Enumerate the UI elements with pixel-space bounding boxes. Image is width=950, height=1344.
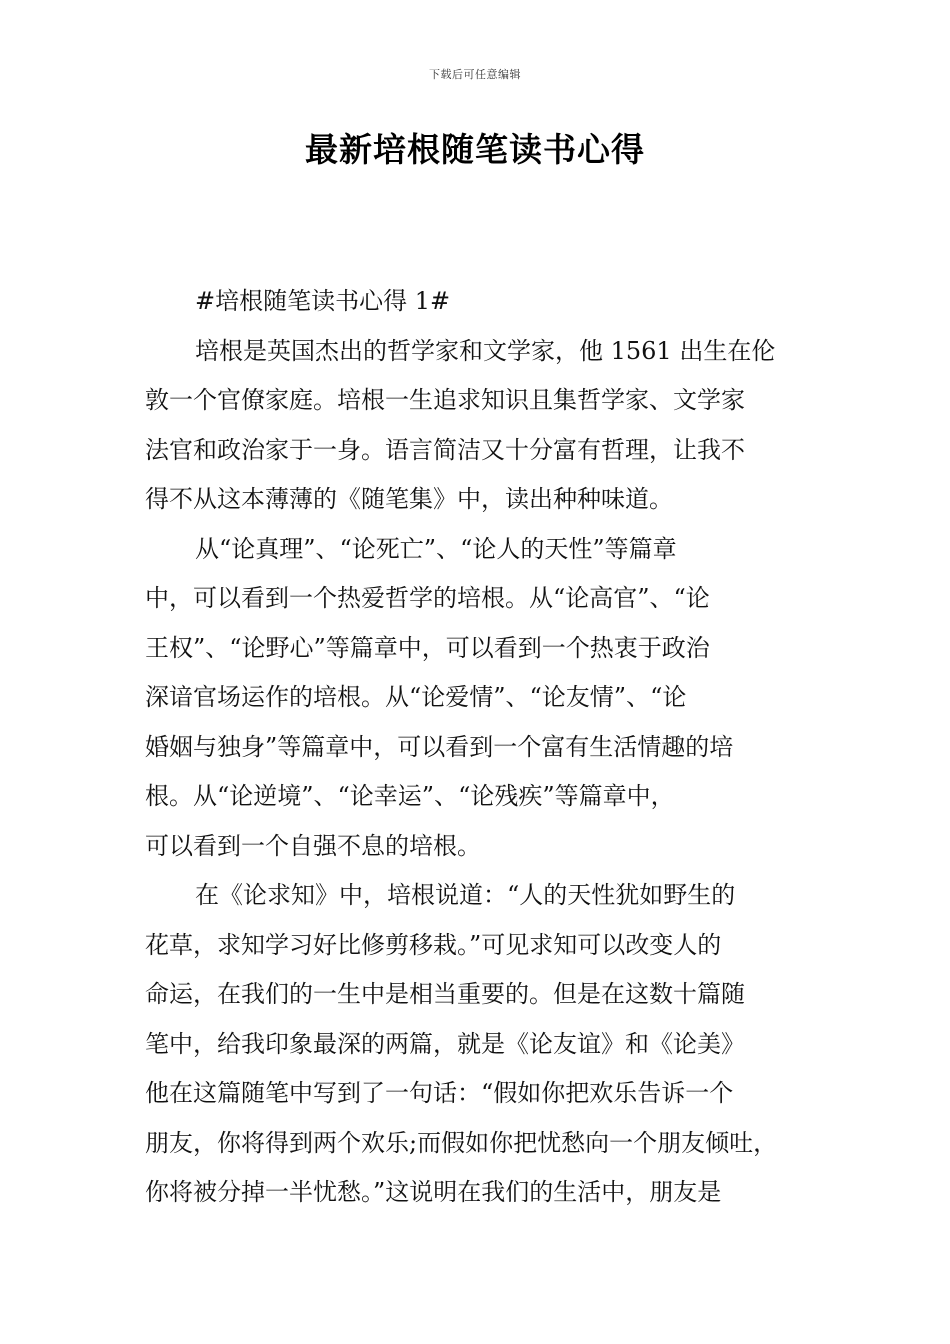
paragraph-line: 他在这篇随笔中写到了一句话：“假如你把欢乐告诉一个 [145,1079,734,1107]
paragraph-line: 命运，在我们的一生中是相当重要的。但是在这数十篇随 [145,980,745,1008]
paragraph-line: 花草，求知学习好比修剪移栽。”可见求知可以改变人的 [145,930,722,959]
section-heading: #培根随笔读书心得 1# [195,287,451,315]
paragraph-line: 在《论求知》中，培根说道：“人的天性犹如野生的 [195,881,736,909]
paragraph-line: 培根是英国杰出的哲学家和文学家，他 1561 出生在伦 [195,336,776,365]
paragraph-line: 得不从这本薄薄的《随笔集》中，读出种种味道。 [145,485,673,513]
paragraph-line: 根。从“论逆境”、“论幸运”、“论残疾”等篇章中， [145,782,675,810]
paragraph-line: 深谙官场运作的培根。从“论爱情”、“论友情”、“论 [145,683,687,711]
paragraph-line: 婚姻与独身”等篇章中，可以看到一个富有生活情趣的培 [145,732,734,761]
document-body [145,277,815,1218]
document-title: 最新培根随笔读书心得 [305,130,645,169]
header-note: 下载后可任意编辑 [429,68,521,81]
paragraph-line: 笔中，给我印象最深的两篇，就是《论友谊》和《论美》 [145,1029,745,1058]
paragraph-line: 敦一个官僚家庭。培根一生追求知识且集哲学家、文学家 [145,386,745,414]
paragraph-line: 可以看到一个自强不息的培根。 [145,831,481,860]
paragraph-line: 从“论真理”、“论死亡”、“论人的天性”等篇章 [195,534,677,563]
paragraph-line: 你将被分掉一半忧愁。”这说明在我们的生活中，朋友是 [145,1178,722,1206]
paragraph-line: 朋友，你将得到两个欢乐;而假如你把忧愁向一个朋友倾吐， [145,1128,778,1157]
paragraph-line: 王权”、“论野心”等篇章中，可以看到一个热衷于政治 [145,633,710,662]
paragraph-line: 中，可以看到一个热爱哲学的培根。从“论高官”、“论 [145,584,710,612]
paragraph-line: 法官和政治家于一身。语言简洁又十分富有哲理，让我不 [145,435,745,464]
